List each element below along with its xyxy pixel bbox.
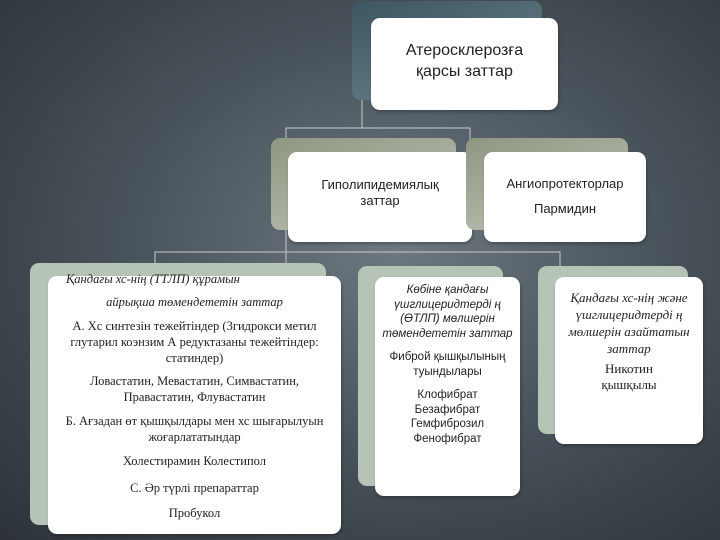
ttlp-item-a: А. Хс синтезін тежейтіндер (3гидрокси метил глутарил коэнзим А редуктазаны тежейтіндер: статиндер) — [70, 319, 319, 365]
angioprotector-node — [484, 152, 646, 242]
ttlp-item-b: Б. Ағзадан өт қышқылдары мен хс шығарылуын жоғарлататындар — [65, 414, 324, 444]
tg-box — [555, 277, 703, 444]
ttlp-item-c-drugs: Пробукол — [168, 506, 221, 520]
ttlp-box — [48, 272, 341, 534]
otlp-drug-list — [381, 388, 514, 446]
otlp-group: Фиброй қышқылының туындылары — [389, 351, 506, 378]
hypolipidemic-node — [288, 152, 472, 242]
ttlp-item-a-drugs: Ловастатин, Мевастатин, Симвастатин, Правастатин, Флувастатин — [89, 374, 300, 404]
angioprotector-title: Ангиопротекторлар — [506, 176, 624, 191]
ttlp-heading-line2: айрықша төмендететін заттар — [106, 295, 283, 309]
tg-heading: Қандағы хс-нің және үшглицеридтерді ң мөлшерін азайтатын заттар — [568, 290, 690, 356]
drug-clofibrate: Клофибрат — [417, 389, 478, 401]
root-node — [371, 18, 558, 110]
drug-gemfibrozil: Гемфиброзил — [410, 418, 485, 430]
ttlp-heading-line1: Қандағы хс-нің (ТТЛП) құрамын — [66, 272, 240, 286]
otlp-heading: Көбіне қандағы үшглицеридтерді ң (ӨТЛП) мөлшерін төмендететін заттар — [382, 284, 513, 340]
root-title: Атеросклерозға қарсы заттар — [405, 42, 524, 80]
drug-fenofibrate: Фенофибрат — [413, 432, 482, 445]
ttlp-item-b-drugs: Холестирамин Колестипол — [123, 454, 266, 468]
otlp-box — [375, 277, 520, 496]
ttlp-item-c: С. Әр түрлі препараттар — [130, 481, 259, 495]
tg-drug-nicotinic-acid: Никотин қышқылы — [601, 361, 657, 392]
hypolipidemic-label: Гиполипидемиялық заттар — [321, 177, 439, 208]
parmidin-drug: Пармидин — [533, 201, 597, 216]
drug-bezafibrate: Безафибрат — [414, 403, 481, 416]
